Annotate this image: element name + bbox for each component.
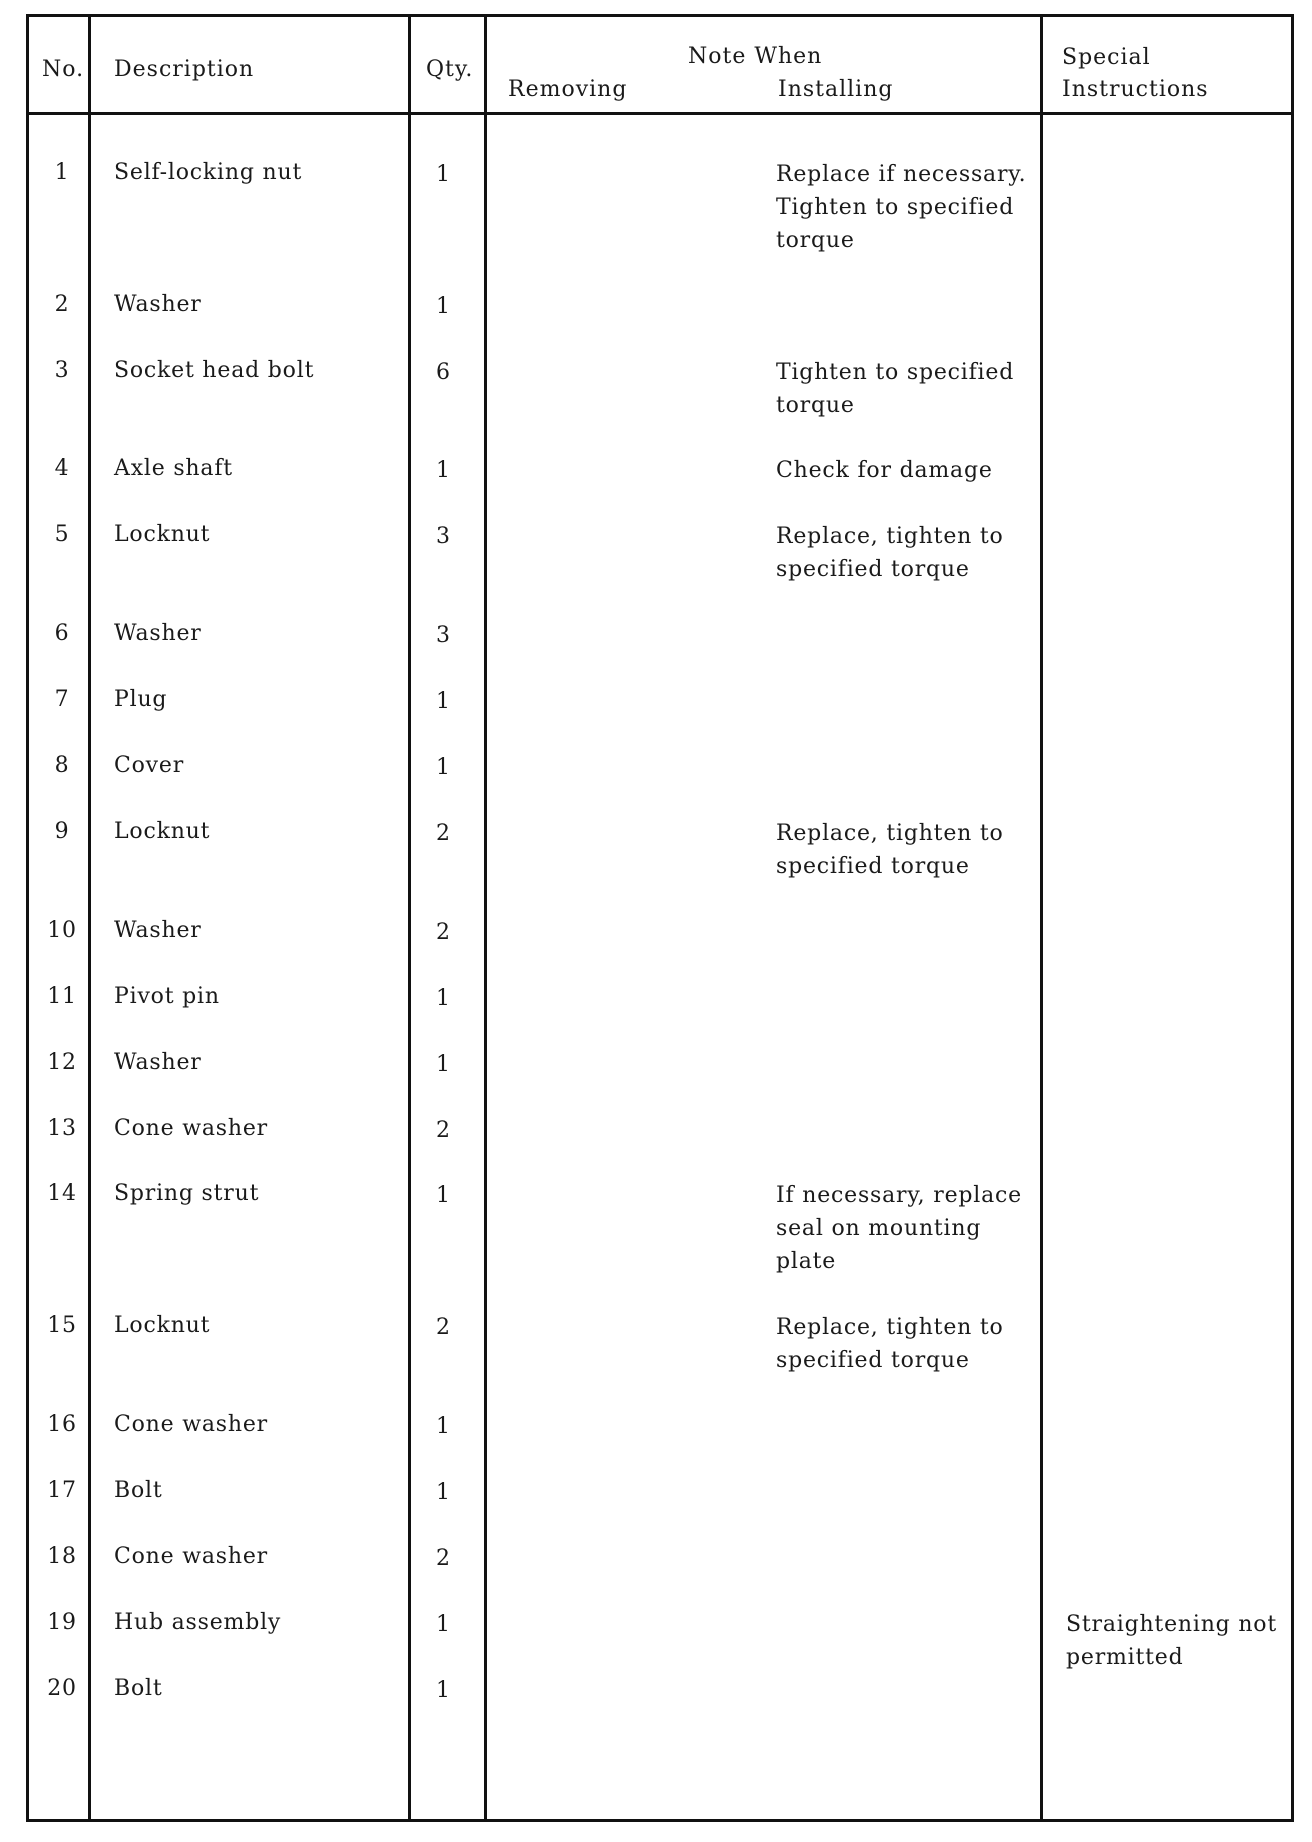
row-no: 6 xyxy=(54,621,70,646)
row-description: Hub assembly xyxy=(114,1610,282,1635)
row-qty: 6 xyxy=(436,360,451,385)
row-no: 18 xyxy=(47,1544,77,1569)
row-installing-note: torque xyxy=(776,393,855,418)
row-qty: 1 xyxy=(436,1480,451,1505)
row-installing-note: specified torque xyxy=(776,854,970,879)
row-qty: 1 xyxy=(436,1612,451,1637)
row-installing-note: Replace, tighten to xyxy=(776,1315,1004,1340)
row-description: Self-locking nut xyxy=(114,160,303,185)
row-qty: 1 xyxy=(436,986,451,1011)
row-description: Washer xyxy=(114,1050,202,1075)
header-description: Description xyxy=(114,57,255,82)
row-qty: 3 xyxy=(436,623,451,648)
divider-note xyxy=(1040,14,1043,1822)
row-description: Washer xyxy=(114,918,202,943)
row-no: 19 xyxy=(47,1610,77,1635)
row-installing-note: seal on mounting xyxy=(776,1216,982,1241)
header-no: No. xyxy=(42,57,85,82)
row-no: 4 xyxy=(54,456,70,481)
row-no: 5 xyxy=(54,522,70,547)
divider-qty xyxy=(484,14,487,1822)
row-no: 1 xyxy=(54,160,70,185)
row-qty: 2 xyxy=(436,920,451,945)
row-installing-note: Replace, tighten to xyxy=(776,524,1004,549)
row-installing-note: Tighten to specified xyxy=(776,195,1015,220)
row-installing-note: Replace if necessary. xyxy=(776,162,1027,187)
row-no: 10 xyxy=(47,918,77,943)
row-special-instruction: Straightening not xyxy=(1066,1612,1277,1637)
row-description: Cone washer xyxy=(114,1116,269,1141)
header-qty: Qty. xyxy=(426,57,474,82)
row-description: Socket head bolt xyxy=(114,358,315,383)
row-installing-note: plate xyxy=(776,1249,837,1274)
row-description: Plug xyxy=(114,687,168,712)
row-no: 13 xyxy=(47,1116,77,1141)
header-special-line2: Instructions xyxy=(1062,77,1209,102)
row-installing-note: specified torque xyxy=(776,1348,970,1373)
row-installing-note: torque xyxy=(776,228,855,253)
row-description: Locknut xyxy=(114,819,211,844)
row-qty: 2 xyxy=(436,821,451,846)
row-qty: 2 xyxy=(436,1118,451,1143)
row-no: 17 xyxy=(47,1478,77,1503)
row-qty: 1 xyxy=(436,1052,451,1077)
header-special-line1: Special xyxy=(1062,45,1151,70)
row-no: 7 xyxy=(54,687,70,712)
row-description: Locknut xyxy=(114,522,211,547)
divider-description xyxy=(408,14,411,1822)
row-installing-note: specified torque xyxy=(776,557,970,582)
row-qty: 2 xyxy=(436,1546,451,1571)
header-note-when: Note When xyxy=(688,44,823,69)
row-qty: 1 xyxy=(436,458,451,483)
row-no: 14 xyxy=(47,1181,77,1206)
row-qty: 1 xyxy=(436,1414,451,1439)
row-no: 3 xyxy=(54,358,70,383)
row-no: 16 xyxy=(47,1412,77,1437)
header-removing: Removing xyxy=(508,77,628,102)
row-description: Bolt xyxy=(114,1676,163,1701)
row-installing-note: Tighten to specified xyxy=(776,360,1015,385)
row-description: Spring strut xyxy=(114,1181,260,1206)
row-description: Washer xyxy=(114,292,202,317)
row-qty: 1 xyxy=(436,755,451,780)
row-no: 15 xyxy=(47,1313,77,1338)
row-description: Locknut xyxy=(114,1313,211,1338)
row-no: 20 xyxy=(47,1676,77,1701)
row-description: Bolt xyxy=(114,1478,163,1503)
row-description: Cone washer xyxy=(114,1544,269,1569)
row-no: 8 xyxy=(54,753,70,778)
row-qty: 3 xyxy=(436,524,451,549)
row-qty: 1 xyxy=(436,689,451,714)
row-qty: 2 xyxy=(436,1315,451,1340)
header-installing: Installing xyxy=(778,77,894,102)
row-description: Axle shaft xyxy=(114,456,233,481)
row-qty: 1 xyxy=(436,294,451,319)
row-qty: 1 xyxy=(436,162,451,187)
row-description: Washer xyxy=(114,621,202,646)
row-installing-note: Check for damage xyxy=(776,458,993,483)
row-qty: 1 xyxy=(436,1183,451,1208)
row-installing-note: If necessary, replace xyxy=(776,1183,1022,1208)
row-description: Cover xyxy=(114,753,185,778)
row-installing-note: Replace, tighten to xyxy=(776,821,1004,846)
row-qty: 1 xyxy=(436,1678,451,1703)
row-description: Cone washer xyxy=(114,1412,269,1437)
row-description: Pivot pin xyxy=(114,984,220,1009)
row-special-instruction: permitted xyxy=(1066,1645,1184,1670)
row-no: 11 xyxy=(47,984,77,1009)
row-no: 2 xyxy=(54,292,70,317)
header-divider xyxy=(26,112,1294,115)
row-no: 12 xyxy=(47,1050,77,1075)
row-no: 9 xyxy=(54,819,70,844)
